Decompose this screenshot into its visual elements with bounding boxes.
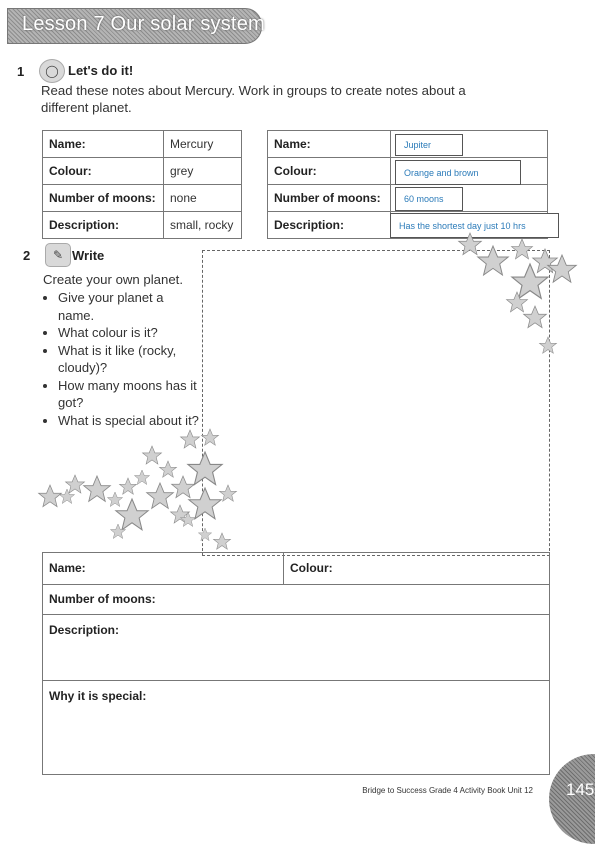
answer-description-field[interactable]: Has the shortest day just 10 hrs (390, 213, 559, 238)
section-1-number: 1 (17, 64, 25, 79)
page-number: 145 (566, 780, 595, 799)
list-item: • How many moons has it got? (58, 377, 200, 412)
answer-moons-field[interactable]: 60 moons (395, 187, 463, 211)
table-value: none (164, 185, 242, 212)
list-item: • Give your planet a name. (58, 289, 200, 324)
section-2-number: 2 (23, 248, 31, 263)
list-item: • What is special about it? (58, 412, 200, 430)
footer-text: Bridge to Success Grade 4 Activity Book Unit 12 (362, 786, 533, 795)
table-label: Description: (43, 212, 164, 239)
list-item: • What is it like (rocky, cloudy)? (58, 342, 200, 377)
form-name-label: Name: (49, 561, 86, 575)
form-divider (283, 552, 284, 584)
table-label: Colour: (43, 158, 164, 185)
list-item: • What colour is it? (58, 324, 200, 342)
lesson-title: Lesson 7 Our solar system (22, 13, 265, 35)
table-label: Name: (268, 131, 391, 158)
planet-form (42, 552, 550, 775)
form-moons-label: Number of moons: (49, 592, 156, 606)
form-divider (42, 680, 549, 681)
table-label: Number of moons: (43, 185, 164, 212)
speech-bubbles-icon: ◯ (39, 59, 65, 83)
form-special-label: Why it is special: (49, 689, 147, 703)
table-value: Mercury (164, 131, 242, 158)
form-divider (42, 614, 549, 615)
form-description-label: Description: (49, 623, 120, 637)
section-2-title: Write (72, 248, 105, 263)
pencil-notepad-icon: ✎ (45, 243, 71, 267)
table-label: Name: (43, 131, 164, 158)
table-value: grey (164, 158, 242, 185)
answer-colour-field[interactable]: Orange and brown (395, 160, 521, 185)
form-colour-label: Colour: (290, 561, 333, 575)
section-1-title: Let's do it! (68, 63, 134, 78)
table-label: Description: (268, 212, 391, 239)
form-divider (42, 584, 549, 585)
section-1-instruction: Read these notes about Mercury. Work in groups to create notes about a different planet. (41, 83, 466, 115)
section-2-intro: Create your own planet. (43, 272, 184, 287)
answer-name-field[interactable]: Jupiter (395, 134, 463, 156)
table-label: Number of moons: (268, 185, 391, 212)
table-value: small, rocky (164, 212, 242, 239)
table-label: Colour: (268, 158, 391, 185)
